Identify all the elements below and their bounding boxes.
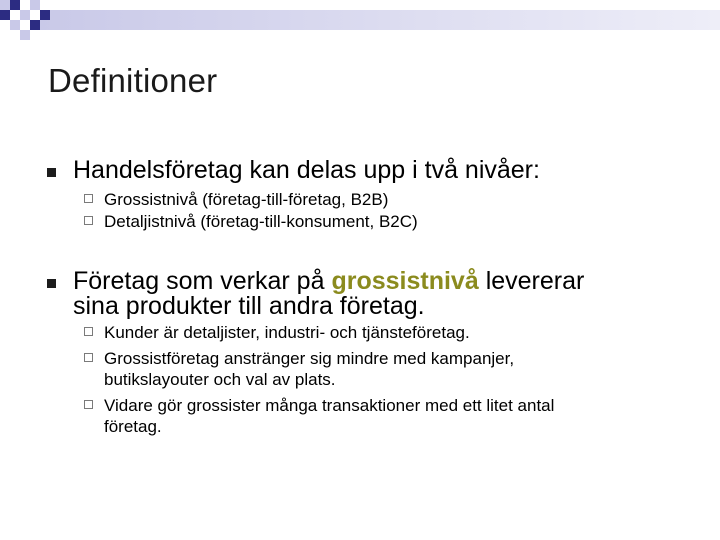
sub-bullet-text-line2: butikslayouter och val av plats. (104, 370, 336, 389)
bullet-text-before: Företag som verkar på (73, 267, 325, 295)
hollow-square-bullet-icon (84, 216, 93, 225)
bullet-text: Handelsföretag kan delas upp i två nivåer: (73, 156, 540, 184)
bullet-text-line2: sina produkter till andra företag. (73, 292, 425, 320)
hollow-square-bullet-icon (84, 400, 93, 409)
sub-bullet (84, 322, 470, 343)
square-bullet-icon (47, 168, 56, 177)
slide-title: Definitioner (48, 62, 218, 99)
sub-bullet-text: Vidare gör grossister många transaktioner med ett litet antal (104, 396, 555, 415)
hollow-square-bullet-icon (84, 194, 93, 203)
sub-bullet-text: Kunder är detaljister, industri- och tjänsteföretag. (104, 323, 470, 342)
hollow-square-bullet-icon (84, 327, 93, 336)
hollow-square-bullet-icon (84, 353, 93, 362)
sub-bullet (84, 395, 554, 437)
sub-bullet-text: Detaljistnivå (företag-till-konsument, B2C) (104, 212, 418, 231)
bullet-text (73, 268, 584, 295)
sub-bullet (84, 189, 388, 210)
sub-bullet-text: Grossistföretag anstränger sig mindre med kampanjer, (104, 349, 515, 368)
sub-bullet (84, 211, 418, 232)
sub-bullet (84, 348, 514, 390)
sub-bullet-text: Grossistnivå (företag-till-företag, B2B) (104, 190, 389, 209)
sub-bullet-text-line2: företag. (104, 417, 162, 436)
bullet-text-after: levererar (485, 267, 585, 295)
square-bullet-icon (47, 279, 56, 288)
highlight-term: grossistnivå (331, 267, 479, 295)
